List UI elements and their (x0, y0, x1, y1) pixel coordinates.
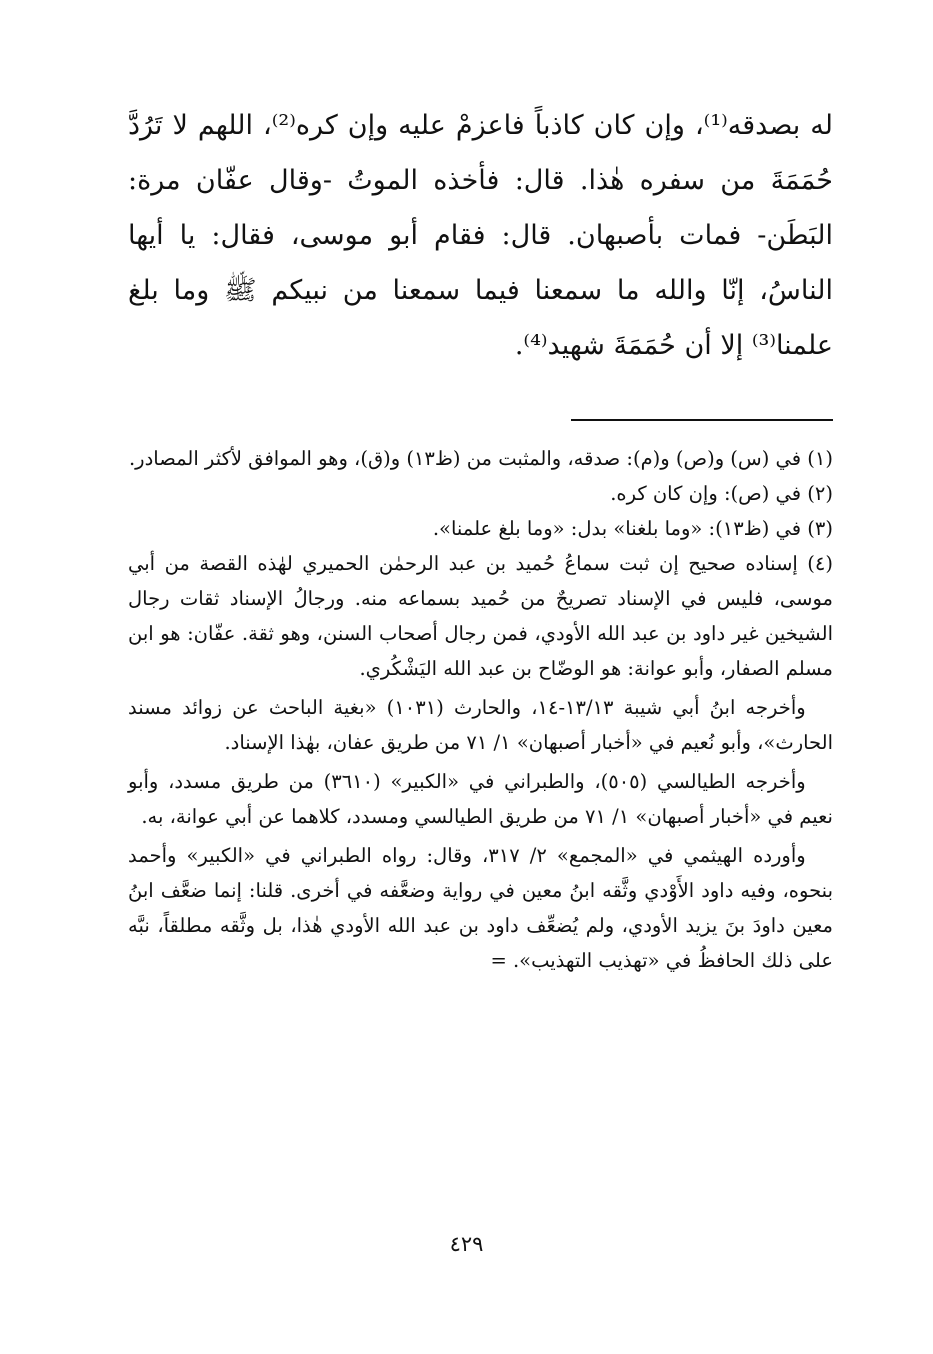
footnote-1: (١) في (س) و(ص) و(م): صدقه، والمثبت من (ظ١٣) و(ق)، وهو الموافق لأكثر المصادر. (128, 447, 833, 470)
footnote-3: (٣) في (ظ١٣): «وما بلغنا» بدل: «وما بلغ علمنا». (432, 517, 833, 540)
footnote-2: (٢) في (ص): وإن كان كره. (610, 482, 833, 505)
main-text-block (128, 98, 833, 373)
footnote-separator (571, 419, 833, 421)
page-number: ٤٢٩ (449, 1232, 484, 1256)
footnote-4-takhrij-1: وأخرجه ابنُ أبي شيبة ١٣/١٣-١٤، والحارث (١٠٣١) «بغية الباحث عن زوائد مسند الحارث»، وأبو نُعيم في «أخبار أصبهان» ١/ ٧١ من طريق عفان، بهٰذا الإسناد. (128, 696, 833, 754)
footnote-4: (٤) إسناده صحيح إن ثبت سماعُ حُميد بن عبد الرحمٰن الحميري لهٰذه القصة من أبي موسى، فليس في الإسناد تصريحٌ من حُميد بسماعه منه. ورجالُ الإسناد ثقات رجال الشيخين غير داود بن عبد الله الأودي، فمن رجال أصحاب السنن، وهو ثقة. عفّان: هو ابن مسلم الصفار، وأبو عوانة: هو الوضّاح بن عبد الله اليَشْكُري. (128, 552, 833, 680)
footnotes-block (128, 441, 833, 978)
main-paragraph: له بصدقه⁽¹⁾، وإن كان كاذباً فاعزمْ عليه وإن كره⁽²⁾، اللهم لا تَرُدَّ حُمَمَةَ من سفره هٰذا. قال: فأخذه الموتُ -وقال عفّان مرة: البَطَن- فمات بأصبهان. قال: فقام أبو موسى، فقال: يا أيها الناسُ، إنّا والله ما سمعنا فيما سمعنا من نبيكم ﷺ وما بلغ علمنا⁽³⁾ إلا أن حُمَمَةَ شهيد⁽⁴⁾. (128, 110, 833, 361)
page-body (128, 98, 833, 978)
footnote-4-takhrij-2: وأخرجه الطيالسي (٥٠٥)، والطبراني في «الكبير» (٣٦١٠) من طريق مسدد، وأبو نعيم في «أخبار أصبهان» ١/ ٧١ من طريق الطيالسي ومسدد، كلاهما عن أبي عوانة، به. (128, 770, 833, 828)
footnote-4-takhrij-3: وأورده الهيثمي في «المجمع» ٢/ ٣١٧، وقال: رواه الطبراني في «الكبير» وأحمد بنحوه، وفيه داود الأَوْدي وثَّقه ابنُ معين في رواية وضعَّفه في أخرى. قلنا: إنما ضعَّف ابنُ معين داودَ بنَ يزيد الأودي، ولم يُضعِّف داود بن عبد الله الأودي هٰذا، بل وثَّقه مطلقاً، نبَّه على ذلك الحافظُ في «تهذيب التهذيب». = (128, 844, 833, 972)
